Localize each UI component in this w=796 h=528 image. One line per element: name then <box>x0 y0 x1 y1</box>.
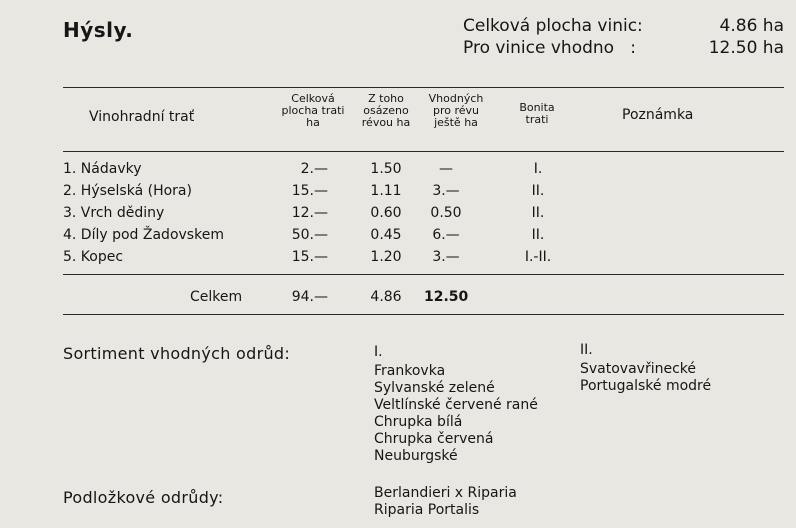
variety-item: Veltlínské červené rané <box>374 397 538 413</box>
totals-top-rule <box>63 274 784 275</box>
variety-item: Neuburgské <box>374 448 458 464</box>
variety-item: Portugalské modré <box>580 378 712 394</box>
header-note: Poznámka <box>622 107 694 123</box>
row-bonita: II. <box>531 227 545 243</box>
rootstock-label: Podložkové odrůdy: <box>63 488 224 507</box>
sortiment-group2-list <box>580 361 711 395</box>
header-total-area: Celková plocha trati ha <box>281 92 345 129</box>
row-planted: 0.45 <box>370 227 402 243</box>
row-bonita: I.-II. <box>524 249 552 265</box>
table-bottom-rule <box>63 314 784 315</box>
header-trat: Vinohradní trať <box>89 109 195 125</box>
row-total: 15.— <box>291 183 328 199</box>
variety-item: Frankovka <box>374 363 446 379</box>
totals-total: 94.— <box>291 289 328 305</box>
variety-item: Sylvanské zelené <box>374 380 495 396</box>
row-name: 2. Hýselská (Hora) <box>63 183 192 199</box>
row-suitable: 3.— <box>432 183 460 199</box>
row-name: 1. Nádavky <box>63 161 142 177</box>
totals-label: Celkem <box>190 289 243 305</box>
row-total: 2.— <box>300 161 328 177</box>
totals-planted: 4.86 <box>370 289 402 305</box>
summary-total-area-label: Celková plocha vinic: <box>463 16 643 36</box>
row-total: 15.— <box>291 249 328 265</box>
row-total: 12.— <box>291 205 328 221</box>
variety-item: Svatovavřinecké <box>580 361 697 377</box>
row-total: 50.— <box>291 227 328 243</box>
page-title: Hýsly. <box>63 18 134 42</box>
row-planted: 1.50 <box>370 161 402 177</box>
rootstock-list <box>374 485 517 519</box>
row-suitable: 3.— <box>432 249 460 265</box>
row-planted: 1.20 <box>370 249 402 265</box>
sortiment-group2-heading: II. <box>580 342 593 358</box>
rootstock-item: Berlandieri x Riparia <box>374 485 517 501</box>
row-planted: 1.11 <box>370 183 402 199</box>
variety-item: Chrupka červená <box>374 431 494 447</box>
summary-suitable-value: 12.50 ha <box>708 38 784 58</box>
sortiment-group1-list <box>374 363 538 465</box>
row-suitable: 0.50 <box>430 205 462 221</box>
row-bonita: I. <box>533 161 543 177</box>
summary-suitable-label: Pro vinice vhodno : <box>463 38 637 58</box>
row-name: 5. Kopec <box>63 249 124 265</box>
row-bonita: II. <box>531 183 545 199</box>
summary-total-area-value: 4.86 ha <box>719 16 784 36</box>
header-bonita: Bonita trati <box>519 101 555 126</box>
variety-item: Chrupka bílá <box>374 414 463 430</box>
table-top-rule <box>63 87 784 88</box>
sortiment-group1-heading: I. <box>374 344 383 360</box>
rootstock-item: Riparia Portalis <box>374 502 480 518</box>
row-name: 3. Vrch dědiny <box>63 205 165 221</box>
header-planted: Z toho osázeno révou ha <box>361 92 411 129</box>
totals-suitable: 12.50 <box>424 289 469 305</box>
row-planted: 0.60 <box>370 205 402 221</box>
row-bonita: II. <box>531 205 545 221</box>
row-name: 4. Díly pod Žadovskem <box>63 227 224 243</box>
row-suitable: — <box>439 161 453 177</box>
row-suitable: 6.— <box>432 227 460 243</box>
header-bottom-rule <box>63 151 784 152</box>
header-suitable: Vhodných pro révu ještě ha <box>428 92 484 129</box>
sortiment-label: Sortiment vhodných odrůd: <box>63 344 291 363</box>
